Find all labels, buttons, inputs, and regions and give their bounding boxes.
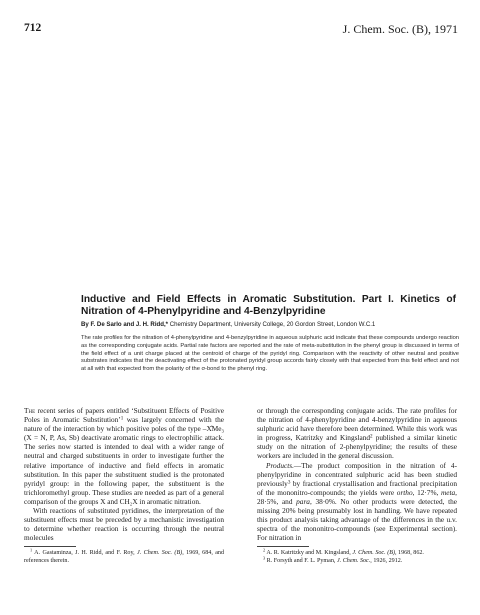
intro-lead-word: The <box>24 406 36 415</box>
author-line <box>81 321 461 329</box>
products-text-e: , 38·0%. No other products were detected, the missing 20% being presumably lost in handling. We have repeated this product analysis taking advantage of the differences in the u.v. spectra of the mononitro-compounds (see Experimental section). For nitration in <box>257 496 457 543</box>
rate-text-a: or through the corresponding conjugate acids. The rate profiles for the nitration of 4-phenylpyridine and 4-benzylpyridine in aqueous sulphuric acid have therefore been determined. While this work was in progress, Katritzky and Kingsland <box>257 406 457 443</box>
rate-text-b: published a similar kinetic study on the nitration of 2-phenylpyridine; the results of these workers are included in the general discussion. <box>257 433 457 461</box>
footnote-2-details: 1968, 862. <box>398 550 424 557</box>
footnote-ref-2: 2 <box>370 433 373 440</box>
footnote-2-num: 2 <box>263 547 266 553</box>
rate-profile-paragraph <box>257 406 457 461</box>
footnote-3-authors: R. Forsyth and F. L. Pyman, <box>266 558 336 564</box>
footnote-1-journal: J. Chem. Soc. (B), <box>137 550 184 557</box>
footnote-1-authors: A. Gastaminza, J. H. Ridd, and F. Roy, <box>34 550 135 557</box>
article-title: Inductive and Field Effects in Aromatic Substitution. Part I. Kinetics of Nitration of 4-Phenylpyridine and 4-Benzylpyridine <box>81 294 456 317</box>
author-affiliation: Chemistry Department, University College, 20 Gordon Street, London W.C.1 <box>169 321 376 328</box>
footnote-ref-3: 3 <box>287 479 291 486</box>
footnote-3-num: 3 <box>263 555 266 561</box>
footnote-3-journal: J. Chem. Soc., <box>336 558 372 564</box>
mechanism-paragraph: With reactions of substituted pyridines, the interpretation of the substituent effects must be preceded by a mechanistic investigation to determine whether reaction is occurring through the neutral molecules <box>24 506 224 543</box>
journal-header: J. Chem. Soc. (B), 1971 <box>342 22 458 36</box>
products-text-b: by fractional crystallisation and fractional precipitation of the mononitro-compounds; the yields were <box>257 478 457 497</box>
ortho-label: ortho <box>396 487 413 497</box>
products-heading: Products. <box>266 460 294 470</box>
footnote-1-num: 1 <box>30 547 33 553</box>
footnote-3-details: 1926, 2912. <box>373 558 403 564</box>
author-names: By F. De Sarlo and J. H. Ridd,* <box>81 321 169 328</box>
footnote-1-details: 1969, 684, and references therein. <box>24 550 225 564</box>
footnote-2-authors: A. R. Katritzky and M. Kingsland, <box>266 550 351 557</box>
body-column-left <box>24 406 224 566</box>
products-paragraph <box>257 461 457 543</box>
products-text-d: , 28·5%, and <box>257 487 457 506</box>
page-number: 712 <box>24 22 42 34</box>
footnote-ref-1: 1 <box>120 415 124 422</box>
abstract: The rate profiles for the nitration of 4-phenylpyridine and 4-benzylpyridine in aqueous sulphuric acid indicate that these compounds undergo reaction as the corresponding conjugate acids. Partial rate factors are reported and the rate of meta-substitution in the phenyl group is discussed in terms of the field effect of a unit charge placed at the centroid of charge of the pyridyl ring. Comparison with the reactivity of other neutral and positive substrates indicates that the deactivating effect of the protonated pyridyl group accords fairly closely with that expected from this field effect and not at all with that expected from the polarity of the σ-bond to the phenyl ring. <box>81 335 459 373</box>
meta-label: meta <box>440 487 456 497</box>
intro-paragraph <box>24 406 224 506</box>
intro-text-a: recent series of papers entitled ‘Substituent Effects of Positive Poles in Aromatic Substitution’ <box>24 406 224 425</box>
footnote-1 <box>24 547 225 565</box>
footnote-2 <box>257 547 457 558</box>
body-column-right <box>257 406 457 566</box>
intro-text-b: was largely concerned with the nature of the interaction by which positive poles of the type ‒X̊Me₃ (X = N, P, As, Sb) deactivate aromatic rings to electrophilic attack. The series now started is intended to deal with a wider range of neutral and charged substituents in order to investigate further the relative importance of inductive and field effects in aromatic substitution. In this paper the substituent studied is the protonated pyridyl group: in the following paper, the substituent is the trichloromethyl group. These studies are needed as part of a general comparison of the groups X and CH₂X in aromatic nitration. <box>24 415 224 506</box>
para-label: para <box>296 496 310 506</box>
products-text-c: , 12·7%, <box>412 487 441 497</box>
footnote-2-journal: J. Chem. Soc. (B), <box>352 550 397 557</box>
products-text-a: —The product composition in the nitration of 4-phenylpyridine in concentrated sulphuric acid has been studied previously <box>257 460 457 488</box>
footnote-3 <box>257 555 457 566</box>
